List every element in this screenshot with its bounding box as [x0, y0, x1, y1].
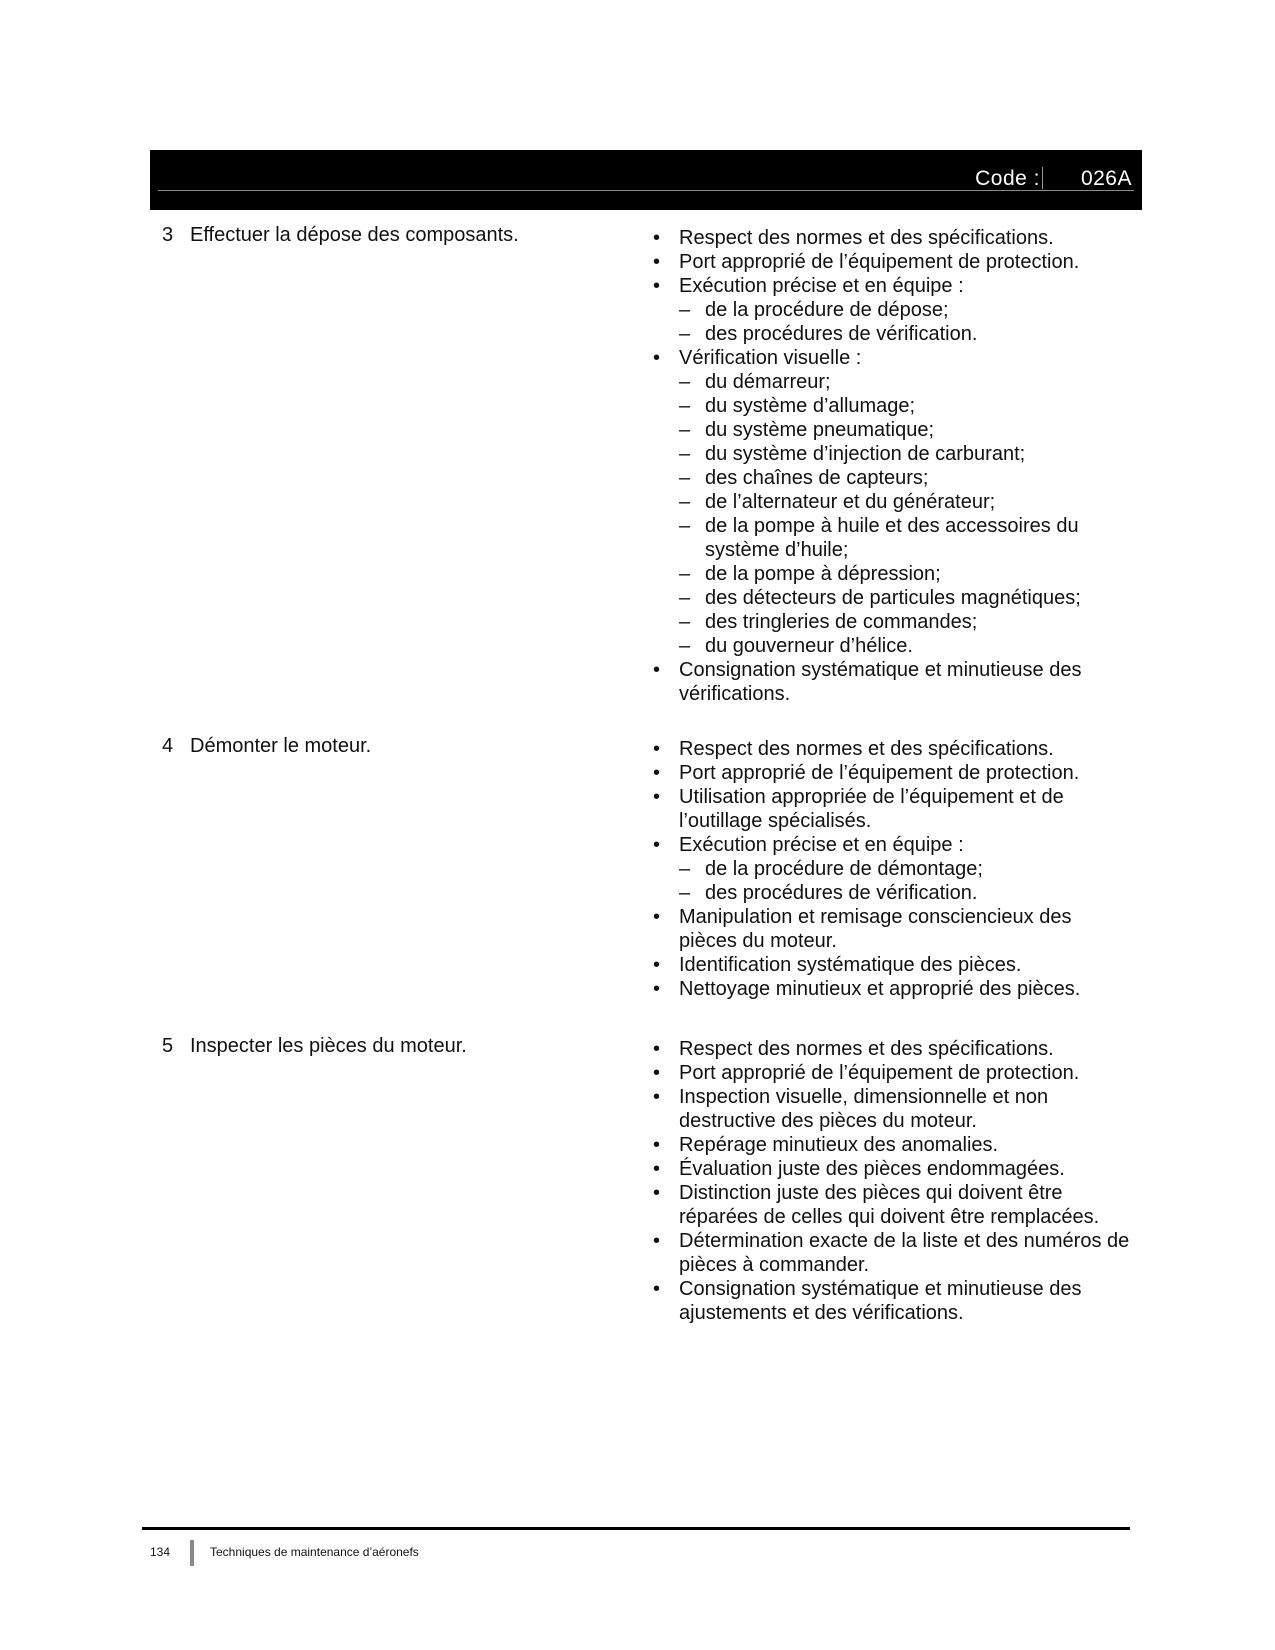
- code-value: 026A: [1080, 167, 1132, 190]
- page-number: 134: [150, 1545, 171, 1559]
- step-heading: [162, 1035, 467, 1058]
- criterion-item: • Consignation systématique et minutieuse des ajustements et des vérifications.: [650, 1277, 1130, 1325]
- header-bar: [150, 150, 1142, 210]
- step-heading: [162, 735, 371, 758]
- step-text: Inspecter les pièces du moteur.: [190, 1035, 467, 1057]
- sub-item: – de la pompe à huile et des accessoires du système d’huile;: [679, 514, 1130, 562]
- criterion-item: • Vérification visuelle : – du démarreur; – du système d’allumage; – du système pneumatique; – du système d’injection de carburant; – des chaînes de capteurs; – de l’alternateur et du générateur; – de la pompe à huile et des accessoires du système d’huile; – de la pompe à dépression; – des détecteurs de particules magnétiques; – des tringleries de commandes; – du gouverneur d’hélice.: [650, 346, 1130, 658]
- sub-item: – des procédures de vérification.: [679, 322, 1130, 346]
- sub-item: – de la procédure de démontage;: [679, 857, 1130, 881]
- criterion-item: • Respect des normes et des spécifications.: [650, 226, 1130, 250]
- sub-item: – des détecteurs de particules magnétiques;: [679, 586, 1130, 610]
- criterion-item: • Port approprié de l’équipement de protection.: [650, 1061, 1130, 1085]
- criterion-item: • Distinction juste des pièces qui doivent être réparées de celles qui doivent être remplacées.: [650, 1181, 1130, 1229]
- sub-item: – de la pompe à dépression;: [679, 562, 1130, 586]
- sub-item: – de la procédure de dépose;: [679, 298, 1130, 322]
- criterion-item: • Consignation systématique et minutieuse des vérifications.: [650, 658, 1130, 706]
- criterion-item: • Respect des normes et des spécifications.: [650, 737, 1130, 761]
- criteria-list: [650, 737, 1130, 1001]
- criterion-item: • Repérage minutieux des anomalies.: [650, 1133, 1130, 1157]
- sub-item: – du système pneumatique;: [679, 418, 1130, 442]
- criterion-item: • Exécution précise et en équipe : – de la procédure de démontage; – des procédures de vérification.: [650, 833, 1130, 905]
- sub-item: – du démarreur;: [679, 370, 1130, 394]
- step-number: 3: [162, 224, 174, 246]
- criterion-item: • Nettoyage minutieux et approprié des pièces.: [650, 977, 1130, 1001]
- code-separator: [1042, 167, 1043, 189]
- sub-item: – du système d’allumage;: [679, 394, 1130, 418]
- footer-divider: [190, 1540, 194, 1566]
- footer-rule: [142, 1527, 1130, 1530]
- criterion-item: • Utilisation appropriée de l’équipement et de l’outillage spécialisés.: [650, 785, 1130, 833]
- step-heading: [162, 224, 519, 247]
- criterion-item: • Détermination exacte de la liste et des numéros de pièces à commander.: [650, 1229, 1130, 1277]
- sub-item: – des chaînes de capteurs;: [679, 466, 1130, 490]
- criterion-item: • Manipulation et remisage consciencieux des pièces du moteur.: [650, 905, 1130, 953]
- sub-item: – des procédures de vérification.: [679, 881, 1130, 905]
- code-label: Code :: [975, 167, 1040, 190]
- sub-list: [679, 370, 1130, 658]
- criterion-item: • Port approprié de l’équipement de protection.: [650, 250, 1130, 274]
- step-number: 4: [162, 735, 174, 757]
- criteria-list: [650, 226, 1130, 706]
- criterion-item: • Respect des normes et des spécifications.: [650, 1037, 1130, 1061]
- criteria-list: [650, 1037, 1130, 1325]
- sub-item: – des tringleries de commandes;: [679, 610, 1130, 634]
- sub-list: [679, 857, 1130, 905]
- sub-item: – de l’alternateur et du générateur;: [679, 490, 1130, 514]
- step-number: 5: [162, 1035, 174, 1057]
- sub-item: – du système d’injection de carburant;: [679, 442, 1130, 466]
- sub-list: [679, 298, 1130, 346]
- criterion-item: • Port approprié de l’équipement de protection.: [650, 761, 1130, 785]
- step-text: Démonter le moteur.: [190, 735, 372, 757]
- criterion-item: • Évaluation juste des pièces endommagées.: [650, 1157, 1130, 1181]
- step-text: Effectuer la dépose des composants.: [190, 224, 519, 246]
- criterion-item: • Identification systématique des pièces.: [650, 953, 1130, 977]
- footer-title: Techniques de maintenance d’aéronefs: [210, 1545, 419, 1559]
- sub-item: – du gouverneur d’hélice.: [679, 634, 1130, 658]
- criterion-item: • Exécution précise et en équipe : – de la procédure de dépose; – des procédures de vérification.: [650, 274, 1130, 346]
- criterion-item: • Inspection visuelle, dimensionnelle et non destructive des pièces du moteur.: [650, 1085, 1130, 1133]
